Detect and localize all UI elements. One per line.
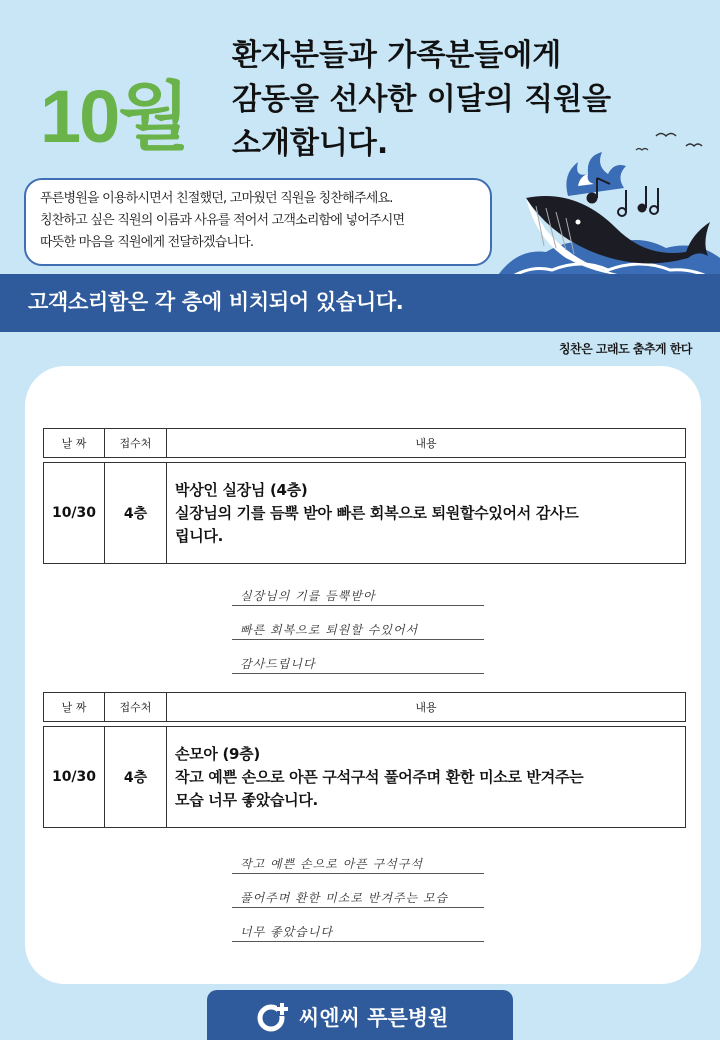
- handwriting-line: [232, 914, 484, 944]
- content-line: 박상인 실장님 (4층): [175, 480, 308, 499]
- header-content: 내용: [167, 429, 686, 458]
- handwriting-line: [232, 612, 484, 642]
- title-line: 환자분들과 가족분들에게: [232, 38, 562, 73]
- notice-banner: [0, 274, 720, 332]
- title-line: 감동을 선사한 이달의 직원을: [232, 82, 612, 117]
- record-content: [167, 727, 686, 828]
- record-location: 4층: [105, 463, 167, 564]
- content-line: 모습 너무 좋았습니다.: [175, 790, 318, 809]
- header-location: 접수처: [105, 693, 167, 722]
- handwriting-text: 작고 예쁜 손으로 아픈 구석구석: [240, 857, 423, 871]
- hospital-logo-icon: [257, 1000, 289, 1032]
- intro-line: 따뜻한 마음을 직원에게 전달하겠습니다.: [40, 235, 254, 250]
- header-content: 내용: [167, 693, 686, 722]
- record-table: [43, 692, 686, 828]
- handwriting-line: [232, 846, 484, 876]
- content-line: 실장님의 기를 듬뿍 받아 빠른 회복으로 퇴원할수있어서 감사드: [175, 503, 579, 522]
- intro-box: [24, 178, 492, 266]
- record-location: 4층: [105, 727, 167, 828]
- record-table: [43, 428, 686, 564]
- handwriting-text: 풀어주며 환한 미소로 반겨주는 모습: [240, 891, 449, 905]
- content-line: 작고 예쁜 손으로 아픈 구석구석 풀어주며 환한 미소로 반겨주는: [175, 767, 584, 786]
- handwriting-line: [232, 646, 484, 676]
- title-line: 소개합니다.: [232, 126, 389, 161]
- intro-line: 칭찬하고 싶은 직원의 이름과 사유를 적어서 고객소리함에 넣어주시면: [40, 213, 405, 228]
- header-date: 날 짜: [44, 693, 105, 722]
- intro-line: 푸른병원을 이용하시면서 친절했던, 고마웠던 직원을 칭찬해주세요.: [40, 191, 393, 206]
- footer-brand: [207, 990, 513, 1040]
- handwriting-line: [232, 880, 484, 910]
- header-location: 접수처: [105, 429, 167, 458]
- content-line: 립니다.: [175, 526, 223, 545]
- handwriting-text: 너무 좋았습니다: [240, 925, 333, 939]
- record-content: [167, 463, 686, 564]
- illustration-caption: 칭찬은 고래도 춤추게 한다: [558, 342, 692, 356]
- handwriting-text: 실장님의 기를 듬뿍받아: [240, 589, 376, 603]
- hospital-name: 씨엔씨 푸른병원: [299, 1006, 449, 1030]
- month-label: 10월: [40, 75, 188, 158]
- record-date: 10/30: [44, 463, 105, 564]
- record-date: 10/30: [44, 727, 105, 828]
- handwriting-text: 빠른 회복으로 퇴원할 수있어서: [240, 623, 419, 637]
- header-date: 날 짜: [44, 429, 105, 458]
- banner-text: 고객소리함은 각 층에 비치되어 있습니다.: [28, 290, 404, 314]
- handwriting-text: 감사드립니다: [240, 657, 316, 671]
- handwriting-line: [232, 578, 484, 608]
- content-line: 손모아 (9층): [175, 744, 260, 763]
